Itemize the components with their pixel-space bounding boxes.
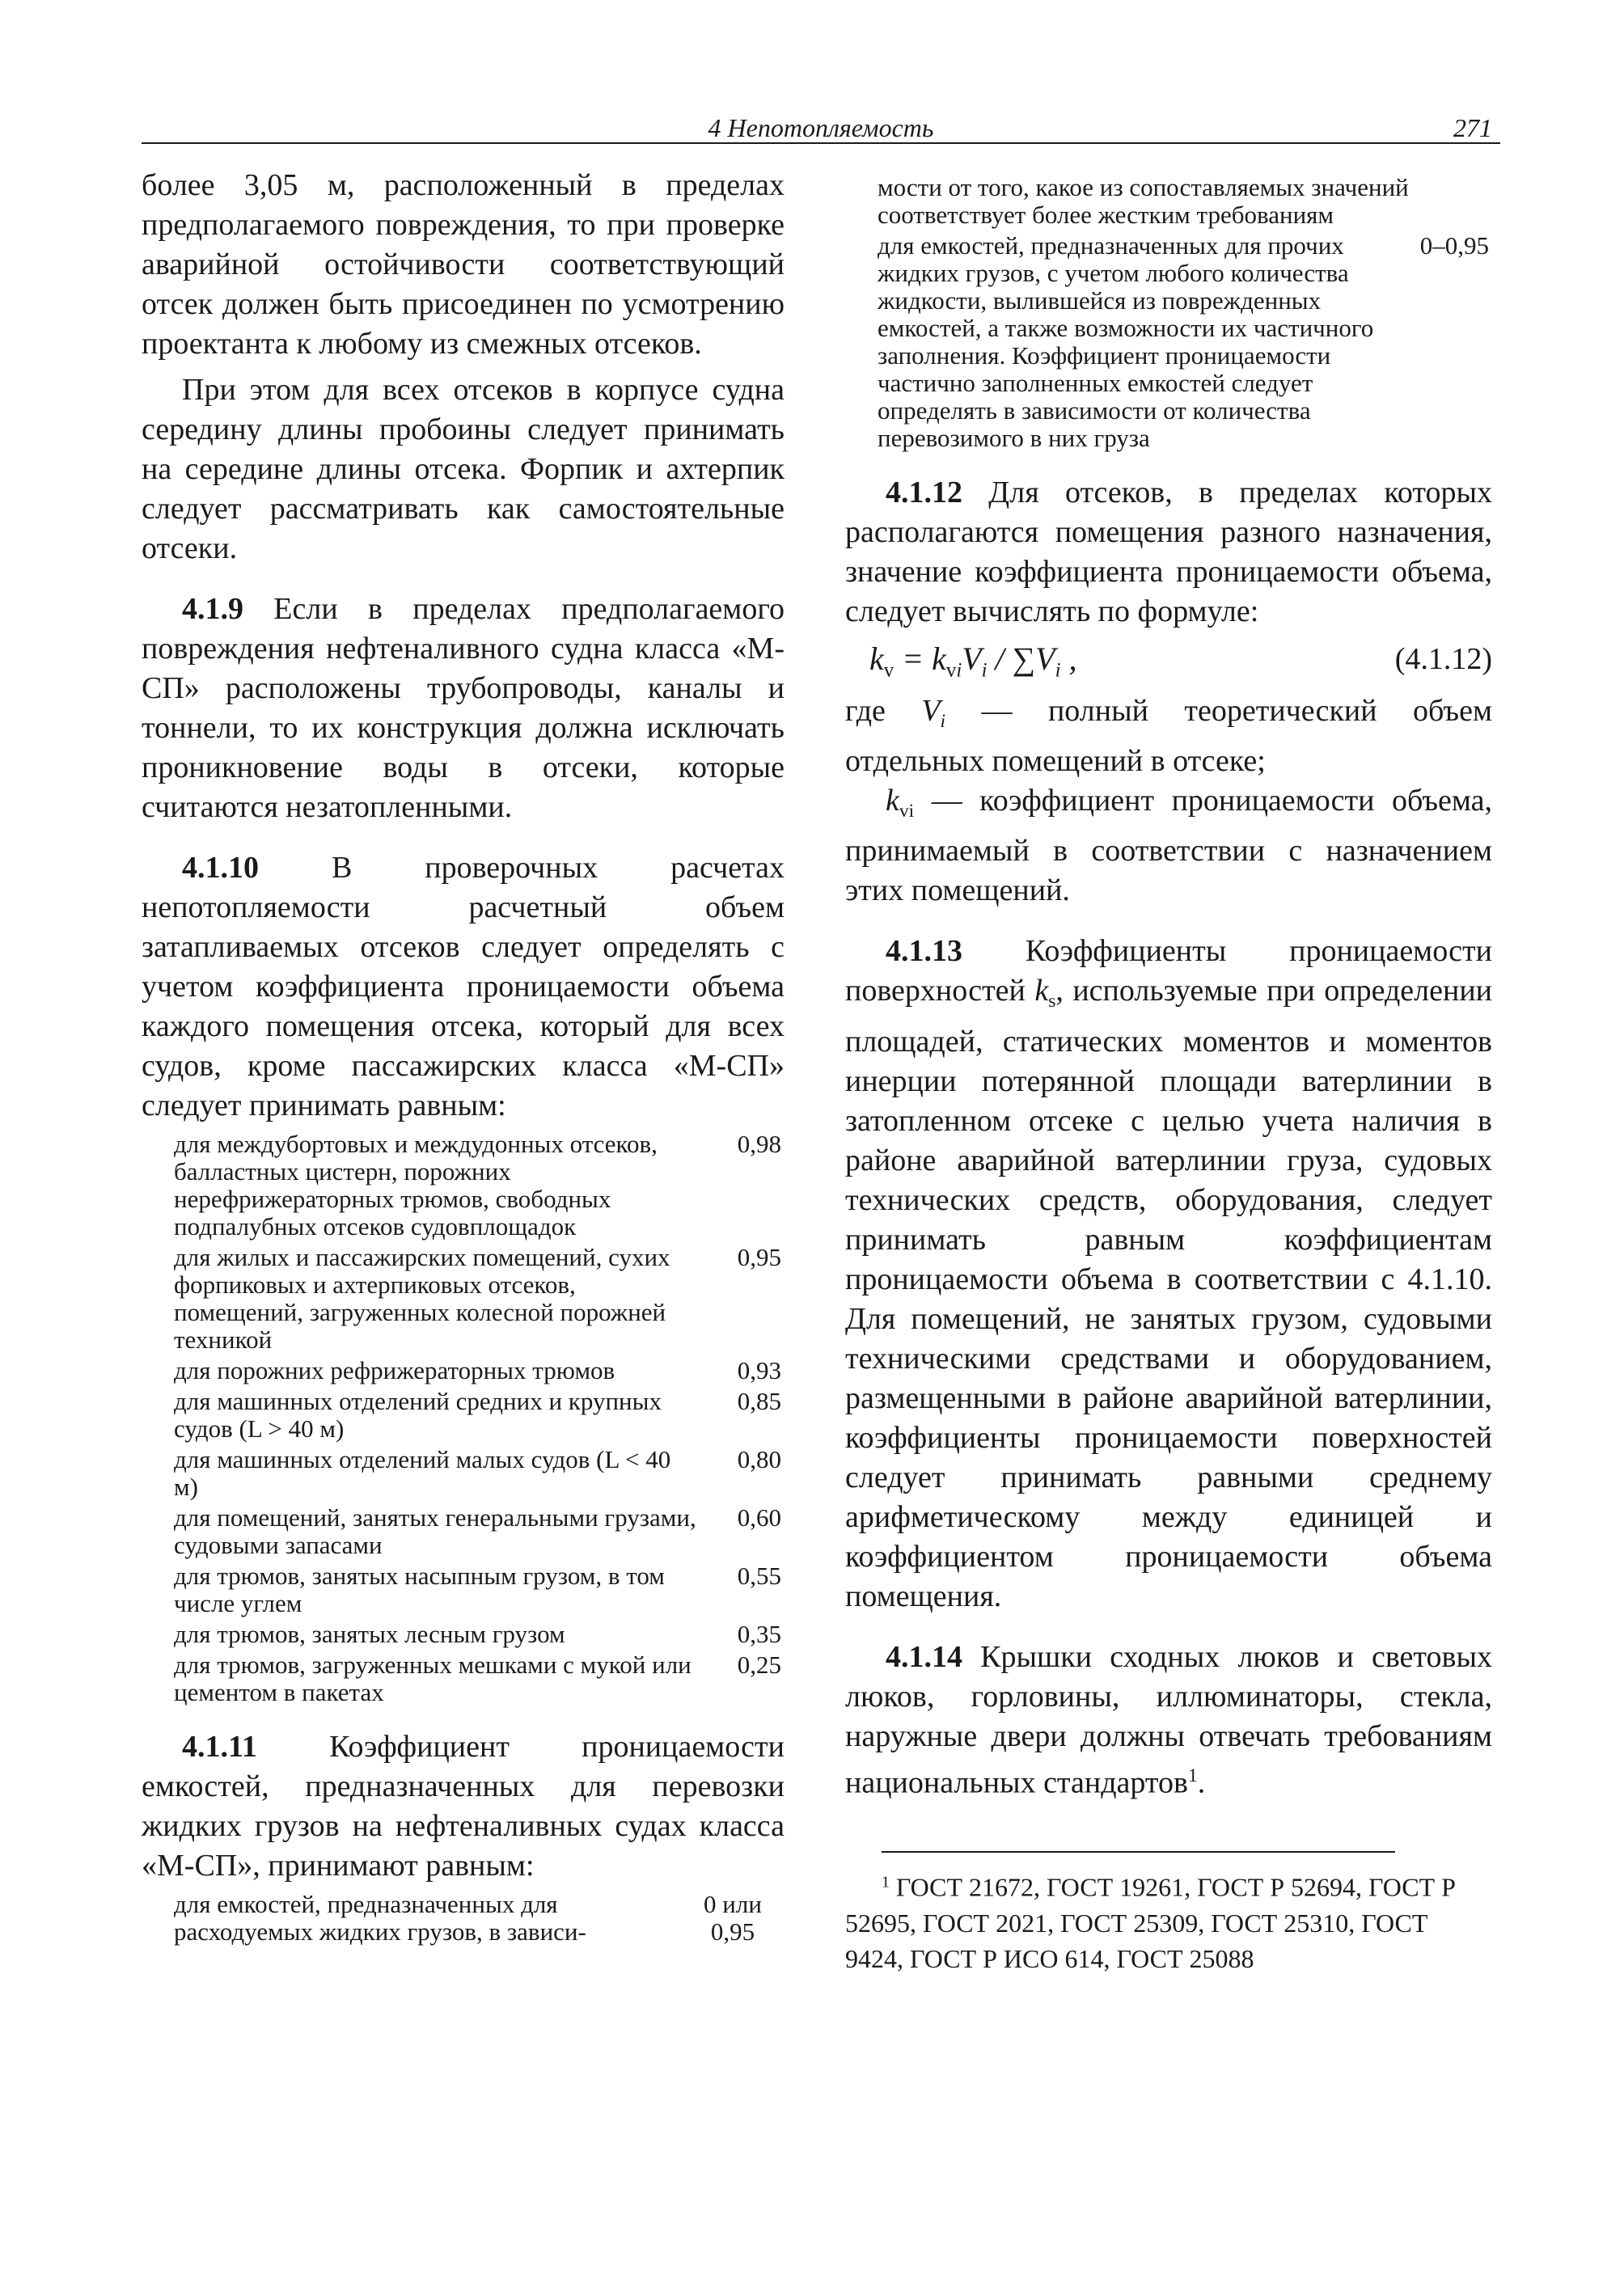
list-item — [142, 1651, 785, 1706]
item-value: 0–0,95 — [1419, 231, 1489, 260]
section-4-1-9 — [142, 590, 785, 827]
list-item — [142, 1562, 785, 1617]
item-value: 0,25 — [737, 1651, 781, 1679]
footnote-text: ГОСТ 21672, ГОСТ 19261, ГОСТ Р 52694, ГОСТ Р 52695, ГОСТ 2021, ГОСТ 25309, ГОСТ 25310, ГОСТ 9424, ГОСТ Р ИСО 614, ГОСТ 25088 — [845, 1873, 1456, 1974]
section-label: 4.1.14 — [886, 1639, 962, 1674]
tank-permeability-list-continued — [845, 232, 1492, 452]
section-4-1-11 — [142, 1727, 785, 1886]
section-label: 4.1.11 — [182, 1730, 257, 1764]
tank-permeability-list — [142, 1891, 785, 1946]
item-value: 0,55 — [737, 1562, 781, 1590]
item-text: для емкостей, предназначенных для прочих жидких грузов, с учетом любого количества жидкости, вылившейся из поврежденных емкостей, а также возможности их частичного заполнения. Коэффициент проницаемости частично заполненных емкостей следует определять в зависимости от количества перевозимого в них груза — [878, 231, 1374, 452]
formula-where-1: где $V_i$ — полный теоретический объем отдельных помещений в отсеке; — [845, 694, 1492, 779]
item-text: для емкостей, предназначенных для расходуемых жидких грузов, в зависи- — [174, 1890, 586, 1946]
footnote — [845, 1864, 1492, 1976]
section-label: 4.1.13 — [886, 934, 962, 969]
list-item — [142, 1446, 785, 1501]
item-value: 0,80 — [737, 1445, 781, 1473]
item-text: для трюмов, занятых лесным грузом — [174, 1620, 565, 1648]
item-text: для машинных отделений малых судов (L < 40 м) — [174, 1445, 671, 1501]
header-rule — [142, 142, 1500, 144]
section-4-1-14: 4.1.14 Крышки сходных люков и световых люков, горловины, иллюминаторы, стекла, наружные двери должны отвечать требованиям национальных стандартов$^1$. — [845, 1639, 1492, 1800]
section-text: Коэффициент проницаемости емкостей, предназначенных для перевозки жидких грузов на нефтеналивных судах класса «М-СП», принимают равным: — [142, 1730, 785, 1883]
formula-number: (4.1.12) — [1394, 642, 1492, 676]
item-value: 0 или 0,95 — [704, 1890, 762, 1946]
list-item — [845, 232, 1492, 452]
list-item — [142, 1504, 785, 1559]
footnote-mark: 1 — [882, 1873, 890, 1892]
section-label: 4.1.12 — [886, 476, 962, 509]
formula-expression: $k_v = k_{vi}V_i / \sum V_i$ , — [869, 640, 1077, 682]
section-text: Если в пределах предполагаемого повреждения нефтеналивного судна класса «М-СП» расположены трубопроводы, каналы и тоннели, то их конструкция должна исключать проникновение воды в отсеки, которые считаются незатопленными. — [142, 592, 785, 824]
section-text: Для отсеков, в пределах которых располагаются помещения разного назначения, значение коэффициента проницаемости объема, следует вычислять по формуле: — [845, 476, 1492, 628]
item-text: для помещений, занятых генеральными грузами, судовыми запасами — [174, 1503, 696, 1559]
item-text: для трюмов, занятых насыпным грузом, в том числе углем — [174, 1562, 665, 1617]
footnote-ref: 1 — [1187, 1765, 1198, 1786]
item-value: 0,93 — [737, 1356, 781, 1384]
list-item — [142, 1131, 785, 1241]
list-item-continued: мости от того, какое из сопоставляемых значений соответствует более жестким требованиям — [878, 173, 1409, 229]
section-4-1-13: 4.1.13 Коэффициенты проницаемости поверхностей $k_s$, используемые при определении площадей, статических моментов и моментов инерции потерянной площади ватерлинии в затопленном отсеке с целью учета наличия в районе аварийной ватерлинии груза, судовых технических средств, оборудования, следует принимать равным коэффициентам проницаемости объема в соответствии с 4.1.10. Для помещений, не занятых грузом, судовыми техническими средствами и оборудованием, размещенными в районе аварийной ватерлинии, коэффициенты проницаемости поверхностей следует принимать равными среднему арифметическому между единицей и коэффициентом проницаемости объема помещения. — [845, 934, 1492, 1613]
section-text: В проверочных расчетах непотопляемости расчетный объем затапливаемых отсеков следует определять с учетом коэффициента проницаемости объема каждого помещения отсека, который для всех судов, кроме пассажирских класса «М-СП» следует принимать равным: — [142, 851, 785, 1122]
item-value: 0,60 — [737, 1503, 781, 1532]
item-text: для жилых и пассажирских помещений, сухих форпиковых и ахтерпиковых отсеков, помещений, загруженных колесной порожней техникой — [174, 1243, 670, 1354]
permeability-list — [142, 1131, 785, 1706]
left-column — [142, 166, 785, 1949]
right-column — [845, 166, 1492, 1976]
running-header — [142, 113, 1500, 146]
list-item — [142, 1244, 785, 1354]
section-label: 4.1.10 — [182, 851, 259, 885]
list-item — [142, 1621, 785, 1648]
formula-where-2: $k_{vi}$ — коэффициент проницаемости объема, принимаемый в соответствии с назначением этих помещений. — [845, 784, 1492, 908]
item-value: 0,35 — [737, 1620, 781, 1648]
list-item — [142, 1388, 785, 1443]
item-value: 0,95 — [737, 1243, 781, 1271]
item-text: для трюмов, загруженных мешками с мукой или цементом в пакетах — [174, 1651, 691, 1706]
footnote-rule — [882, 1851, 1395, 1853]
formula-4-1-12 — [845, 640, 1492, 688]
section-4-1-12 — [845, 473, 1492, 632]
item-text: для порожних рефрижераторных трюмов — [174, 1356, 615, 1384]
item-value: 0,98 — [737, 1130, 781, 1158]
page-number: 271 — [1453, 113, 1492, 142]
item-text: для машинных отделений средних и крупных судов (L > 40 м) — [174, 1387, 662, 1443]
list-item — [142, 1891, 785, 1946]
section-label: 4.1.9 — [182, 592, 243, 626]
section-4-1-10 — [142, 848, 785, 1126]
item-value: 0,85 — [737, 1387, 781, 1415]
item-text: для междубортовых и междудонных отсеков, балластных цистерн, порожних нерефрижераторных трюмов, свободных подпалубных отсеков судовплощадок — [174, 1130, 658, 1241]
paragraph: При этом для всех отсеков в корпусе судна середину длины пробоины следует принимать на середине длины отсека. Форпик и ахтерпик следует рассматривать как самостоятельные отсеки. — [142, 373, 785, 565]
list-item — [142, 1357, 785, 1384]
chapter-title: 4 Непотопляемость — [708, 113, 934, 142]
paragraph-continued: более 3,05 м, расположенный в пределах предполагаемого повреждения, то при проверке аварийной остойчивости соответствующий отсек должен быть присоединен по усмотрению проектанта к любому из смежных отсеков. — [142, 168, 785, 361]
